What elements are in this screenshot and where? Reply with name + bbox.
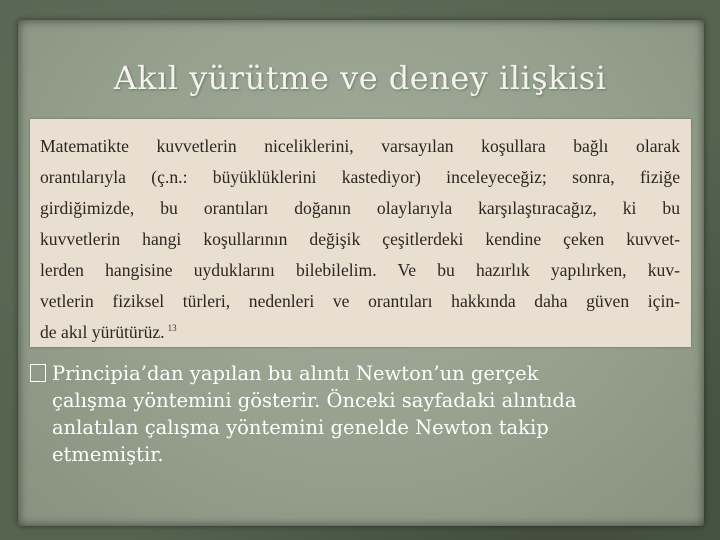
bullet-line: çalışma yöntemini gösterir. Önceki sayfadaki alıntıda: [52, 389, 577, 412]
quote-line: lerden hangisine uyduklarını bilebilelim. Ve bu hazırlık yapılırken, kuv-: [40, 260, 680, 280]
quote-line-last: [40, 317, 680, 348]
bullet-line: Principia’dan yapılan bu alıntı Newton’un gerçek: [52, 362, 539, 385]
bullet-line: etmemiştir.: [52, 443, 164, 466]
quote-line: vetlerin fiziksel türleri, nedenleri ve orantıları hakkında daha güven için-: [40, 291, 680, 311]
quote-line-text: de akıl yürütürüz.: [40, 322, 165, 342]
quote-line: orantılarıyla (ç.n.: büyüklüklerini kastediyor) inceleyeceğiz; sonra, fiziğe: [40, 167, 680, 187]
footnote-marker: 13: [167, 323, 177, 334]
slide-title: Akıl yürütme ve deney ilişkisi: [113, 59, 607, 98]
bullet-line: anlatılan çalışma yöntemini genelde Newton takip: [52, 416, 549, 439]
bullet-item: [30, 360, 680, 468]
quote-image: [30, 119, 691, 347]
quote-text: [40, 131, 680, 348]
bullet-text: [30, 360, 680, 468]
quote-line: Matematikte kuvvetlerin niceliklerini, varsayılan koşullara bağlı olarak: [40, 136, 680, 156]
quote-line: kuvvetlerin hangi koşullarının değişik çeşitlerdeki kendine çeken kuvvet-: [40, 229, 680, 249]
quote-line: girdiğimizde, bu orantıları doğanın olaylarıyla karşılaştıracağız, ki bu: [40, 198, 680, 218]
bullet-marker-icon: [30, 364, 46, 382]
